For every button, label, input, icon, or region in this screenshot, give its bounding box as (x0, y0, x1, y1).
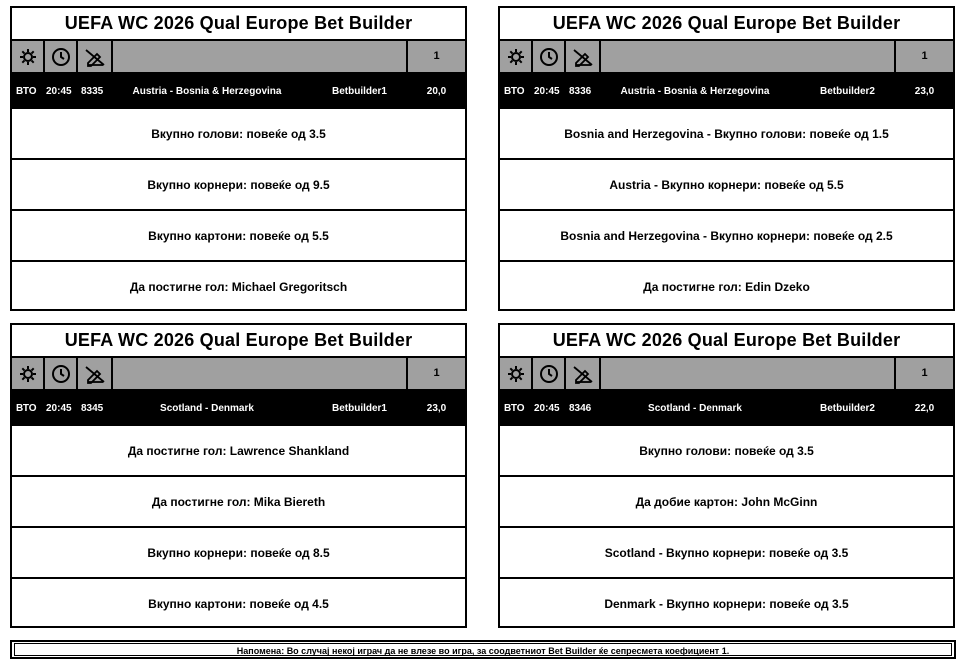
odds-value: 23,0 (914, 86, 935, 97)
toolbar-spacer (113, 358, 408, 389)
builder-name: Betbuilder2 (819, 403, 875, 414)
selection-row: Вкупно картони: повеќе од 4.5 (148, 597, 329, 611)
match-name: Austria - Bosnia & Herzegovina (132, 86, 282, 97)
selection-row: Denmark - Вкупно корнери: повеќе од 3.5 (604, 597, 849, 611)
bet-builder-card (10, 6, 467, 311)
gear-icon[interactable] (500, 41, 533, 72)
selection-row: Да постигне гол: Lawrence Shankland (12, 426, 465, 477)
selection-count: 1 (433, 50, 440, 62)
match-code: 8335 (81, 86, 104, 97)
card-toolbar (12, 41, 465, 74)
gear-icon[interactable] (12, 358, 45, 389)
no-writing-icon[interactable] (78, 358, 113, 389)
selection-row: Bosnia and Herzegovina - Вкупно голови: повеќе од 1.5 (500, 109, 953, 160)
card-title: UEFA WC 2026 Qual Europe Bet Builder (12, 8, 465, 41)
match-day: ВТО (504, 86, 525, 97)
match-info-bar (12, 74, 465, 109)
selection-count: 1 (921, 50, 928, 62)
match-name: Austria - Bosnia & Herzegovina (620, 86, 770, 97)
footer-note: Напомена: Во случај некој играч да не влезе во игра, за соодветниот Bet Builder ќе сепресмета коефициент 1. (14, 643, 952, 656)
match-info-bar (500, 74, 953, 109)
match-day: ВТО (504, 403, 525, 414)
selection-row: Да постигне гол: Mika Biereth (12, 477, 465, 528)
match-name: Scotland - Denmark (648, 403, 742, 414)
odds-value: 22,0 (914, 403, 935, 414)
footer-note-box (10, 640, 956, 659)
toolbar-spacer (601, 358, 896, 389)
selection-row: Вкупно голови: повеќе од 3.5 (500, 426, 953, 477)
no-writing-icon[interactable] (566, 41, 601, 72)
odds-value: 23,0 (426, 403, 447, 414)
no-writing-icon[interactable] (78, 41, 113, 72)
selection-row: Да постигне гол: Michael Gregoritsch (129, 280, 348, 294)
match-name: Scotland - Denmark (160, 403, 254, 414)
card-title: UEFA WC 2026 Qual Europe Bet Builder (500, 8, 953, 41)
odds-value: 20,0 (426, 86, 447, 97)
bet-builder-card (498, 6, 955, 311)
match-code: 8336 (569, 86, 592, 97)
match-code: 8345 (81, 403, 104, 414)
card-toolbar (12, 358, 465, 391)
card-title: UEFA WC 2026 Qual Europe Bet Builder (500, 325, 953, 358)
match-code: 8346 (569, 403, 592, 414)
gear-icon[interactable] (12, 41, 45, 72)
selection-row: Да постигне гол: Edin Dzeko (643, 280, 810, 294)
bet-builder-card (10, 323, 467, 628)
match-info-bar (12, 391, 465, 426)
selection-row: Bosnia and Herzegovina - Вкупно корнери: повеќе од 2.5 (500, 211, 953, 262)
match-day: ВТО (16, 403, 37, 414)
clock-icon[interactable] (533, 41, 566, 72)
selection-row: Вкупно голови: повеќе од 3.5 (12, 109, 465, 160)
match-day: ВТО (16, 86, 37, 97)
builder-name: Betbuilder2 (819, 86, 875, 97)
selection-row: Вкупно корнери: повеќе од 9.5 (12, 160, 465, 211)
builder-name: Betbuilder1 (331, 403, 387, 414)
selection-row: Austria - Вкупно корнери: повеќе од 5.5 (500, 160, 953, 211)
match-info-bar (500, 391, 953, 426)
match-time: 20:45 (534, 86, 560, 97)
clock-icon[interactable] (533, 358, 566, 389)
bet-builder-card (498, 323, 955, 628)
toolbar-spacer (601, 41, 896, 72)
selection-row: Scotland - Вкупно корнери: повеќе од 3.5 (500, 528, 953, 579)
match-time: 20:45 (534, 403, 560, 414)
selection-row: Да добие картон: John McGinn (500, 477, 953, 528)
selection-row: Вкупно корнери: повеќе од 8.5 (12, 528, 465, 579)
card-title: UEFA WC 2026 Qual Europe Bet Builder (12, 325, 465, 358)
builder-name: Betbuilder1 (331, 86, 387, 97)
match-time: 20:45 (46, 403, 72, 414)
card-toolbar (500, 41, 953, 74)
clock-icon[interactable] (45, 358, 78, 389)
no-writing-icon[interactable] (566, 358, 601, 389)
selection-count: 1 (433, 367, 440, 379)
card-toolbar (500, 358, 953, 391)
match-time: 20:45 (46, 86, 72, 97)
toolbar-spacer (113, 41, 408, 72)
selection-row: Вкупно картони: повеќе од 5.5 (12, 211, 465, 262)
clock-icon[interactable] (45, 41, 78, 72)
gear-icon[interactable] (500, 358, 533, 389)
selection-count: 1 (921, 367, 928, 379)
